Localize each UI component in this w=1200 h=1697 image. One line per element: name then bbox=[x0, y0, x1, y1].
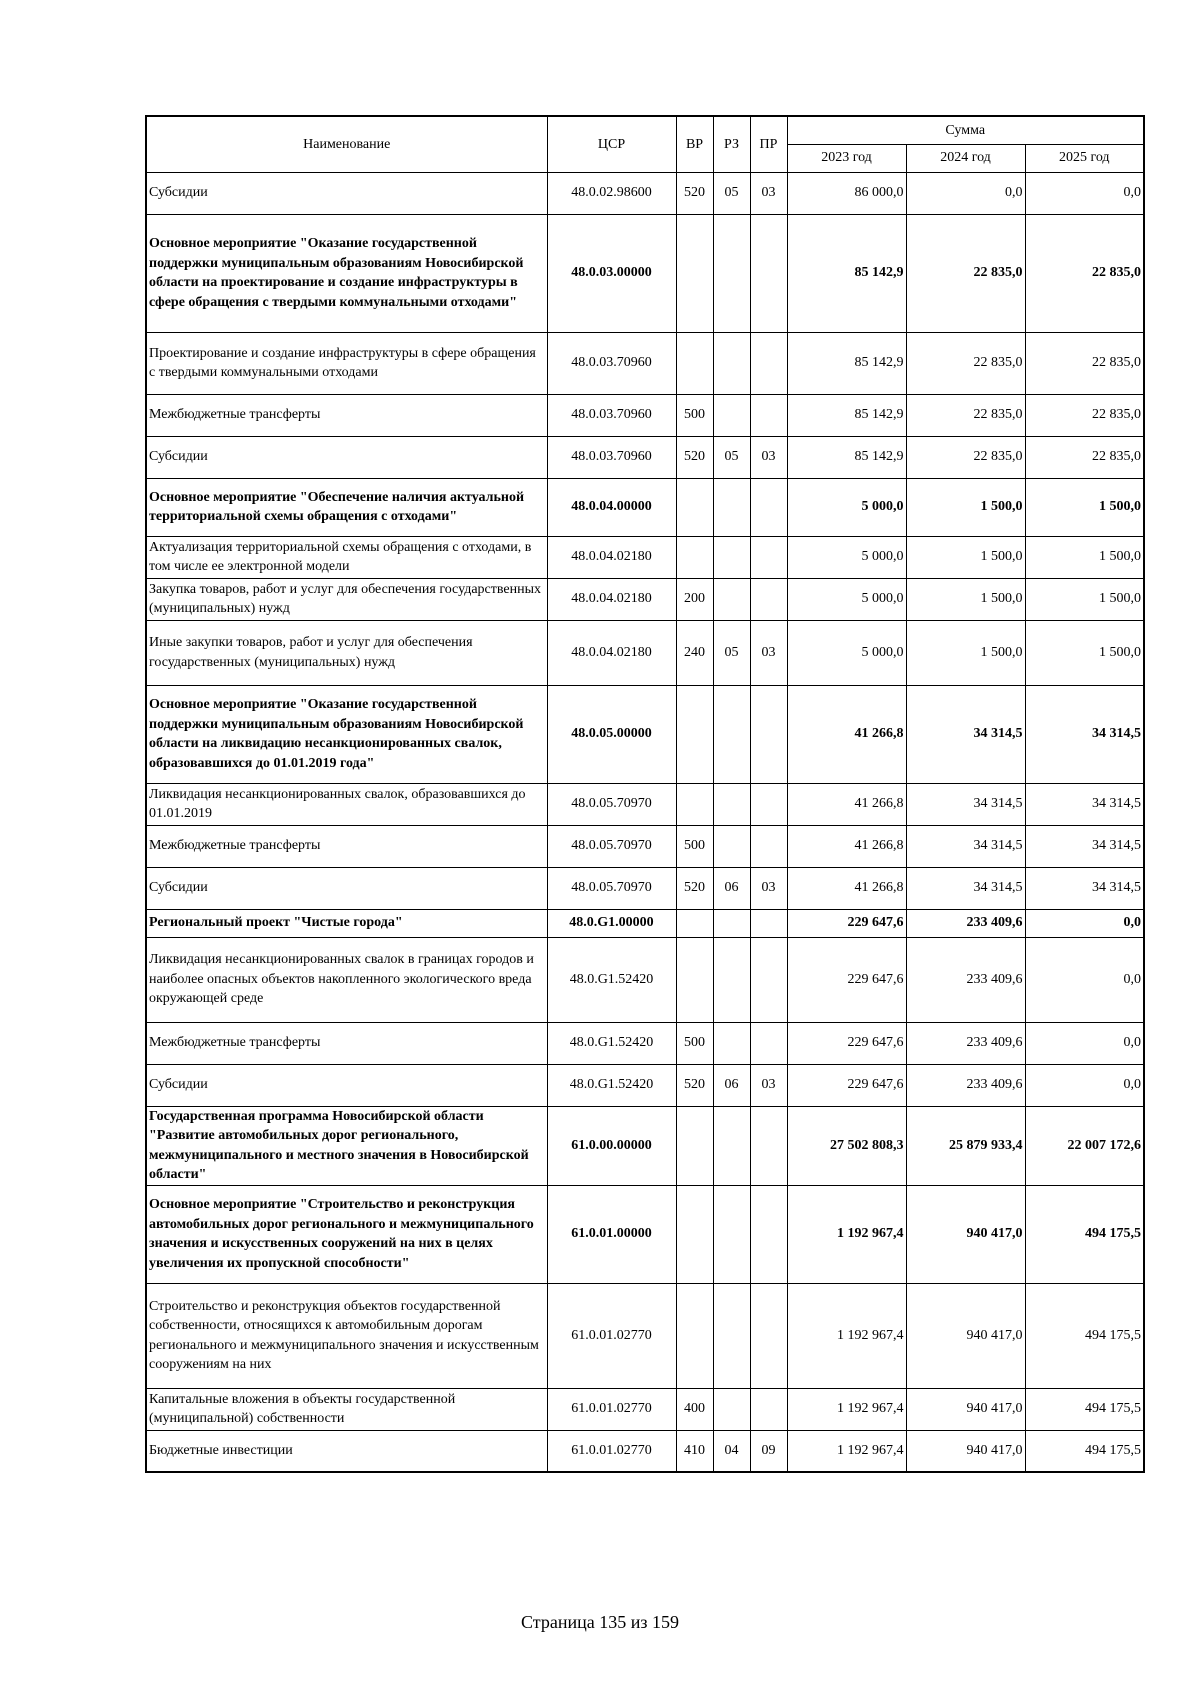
table-row bbox=[146, 867, 1144, 909]
cell-name: Межбюджетные трансферты bbox=[146, 1022, 547, 1064]
table-row bbox=[146, 536, 1144, 578]
cell-rz bbox=[713, 536, 750, 578]
cell-name: Строительство и реконструкция объектов государственной собственности, относящихся к автомобильным дорогам регионального и межмуниципального значения и искусственным сооружениям на них bbox=[146, 1283, 547, 1388]
cell-name: Межбюджетные трансферты bbox=[146, 394, 547, 436]
cell-name: Межбюджетные трансферты bbox=[146, 825, 547, 867]
cell-csr: 48.0.05.70970 bbox=[547, 867, 676, 909]
budget-table bbox=[145, 115, 1145, 1473]
cell-2024: 1 500,0 bbox=[906, 578, 1025, 620]
cell-csr: 48.0.05.00000 bbox=[547, 685, 676, 783]
cell-vr: 520 bbox=[676, 436, 713, 478]
cell-name: Основное мероприятие "Оказание государственной поддержки муниципальным образованиям Новосибирской области на проектирование и создание инфраструктуры в сфере обращения с твердыми коммунальными отходами" bbox=[146, 214, 547, 332]
cell-name: Проектирование и создание инфраструктуры в сфере обращения с твердыми коммунальными отходами bbox=[146, 332, 547, 394]
cell-name: Государственная программа Новосибирской области "Развитие автомобильных дорог регионального, межмуниципального и местного значения в Новосибирской области" bbox=[146, 1106, 547, 1185]
cell-name: Основное мероприятие "Строительство и реконструкция автомобильных дорог регионального и межмуниципального значения и искусственных сооружений на них в целях увеличения их пропускной способности" bbox=[146, 1185, 547, 1283]
table-row bbox=[146, 909, 1144, 937]
cell-name: Субсидии bbox=[146, 172, 547, 214]
cell-vr bbox=[676, 685, 713, 783]
cell-2025: 0,0 bbox=[1025, 909, 1144, 937]
cell-rz bbox=[713, 478, 750, 536]
cell-2025: 494 175,5 bbox=[1025, 1185, 1144, 1283]
cell-name: Бюджетные инвестиции bbox=[146, 1430, 547, 1472]
cell-pr bbox=[750, 1185, 787, 1283]
table-row bbox=[146, 825, 1144, 867]
cell-name: Актуализация территориальной схемы обращения с отходами, в том числе ее электронной модели bbox=[146, 536, 547, 578]
cell-2023: 1 192 967,4 bbox=[787, 1283, 906, 1388]
cell-name: Основное мероприятие "Обеспечение наличия актуальной территориальной схемы обращения с отходами" bbox=[146, 478, 547, 536]
cell-pr bbox=[750, 937, 787, 1022]
cell-vr: 400 bbox=[676, 1388, 713, 1430]
cell-vr bbox=[676, 1106, 713, 1185]
cell-2024: 940 417,0 bbox=[906, 1283, 1025, 1388]
cell-csr: 48.0.G1.52420 bbox=[547, 937, 676, 1022]
cell-2024: 22 835,0 bbox=[906, 394, 1025, 436]
cell-2023: 27 502 808,3 bbox=[787, 1106, 906, 1185]
page-number: Страница 135 из 159 bbox=[521, 1612, 679, 1632]
cell-vr: 200 bbox=[676, 578, 713, 620]
cell-csr: 61.0.01.02770 bbox=[547, 1430, 676, 1472]
cell-2025: 22 835,0 bbox=[1025, 436, 1144, 478]
table-row bbox=[146, 1185, 1144, 1283]
cell-rz bbox=[713, 394, 750, 436]
cell-2025: 34 314,5 bbox=[1025, 685, 1144, 783]
cell-vr: 500 bbox=[676, 394, 713, 436]
cell-name: Основное мероприятие "Оказание государственной поддержки муниципальным образованиям Новосибирской области на ликвидацию несанкционированных свалок, образовавшихся до 01.01.2019 года" bbox=[146, 685, 547, 783]
header-vr: ВР bbox=[676, 116, 713, 172]
header-rz: РЗ bbox=[713, 116, 750, 172]
cell-2025: 494 175,5 bbox=[1025, 1388, 1144, 1430]
cell-pr: 03 bbox=[750, 867, 787, 909]
table-row bbox=[146, 685, 1144, 783]
cell-2023: 85 142,9 bbox=[787, 214, 906, 332]
cell-name: Региональный проект "Чистые города" bbox=[146, 909, 547, 937]
cell-pr bbox=[750, 685, 787, 783]
cell-vr bbox=[676, 937, 713, 1022]
table-row bbox=[146, 436, 1144, 478]
cell-pr bbox=[750, 1283, 787, 1388]
cell-csr: 48.0.04.02180 bbox=[547, 536, 676, 578]
cell-name: Субсидии bbox=[146, 867, 547, 909]
cell-pr: 03 bbox=[750, 172, 787, 214]
cell-vr bbox=[676, 536, 713, 578]
cell-name: Субсидии bbox=[146, 1064, 547, 1106]
cell-2023: 5 000,0 bbox=[787, 620, 906, 685]
cell-csr: 48.0.03.70960 bbox=[547, 394, 676, 436]
cell-pr: 03 bbox=[750, 1064, 787, 1106]
cell-pr bbox=[750, 332, 787, 394]
cell-pr bbox=[750, 394, 787, 436]
cell-csr: 48.0.G1.00000 bbox=[547, 909, 676, 937]
cell-csr: 48.0.G1.52420 bbox=[547, 1022, 676, 1064]
table-row bbox=[146, 478, 1144, 536]
cell-csr: 48.0.04.02180 bbox=[547, 578, 676, 620]
cell-2025: 1 500,0 bbox=[1025, 536, 1144, 578]
cell-2025: 1 500,0 bbox=[1025, 620, 1144, 685]
cell-2024: 1 500,0 bbox=[906, 620, 1025, 685]
cell-2023: 5 000,0 bbox=[787, 578, 906, 620]
cell-pr bbox=[750, 578, 787, 620]
cell-vr: 500 bbox=[676, 1022, 713, 1064]
cell-2023: 1 192 967,4 bbox=[787, 1430, 906, 1472]
cell-2023: 41 266,8 bbox=[787, 685, 906, 783]
cell-vr bbox=[676, 783, 713, 825]
cell-vr bbox=[676, 478, 713, 536]
cell-rz: 05 bbox=[713, 436, 750, 478]
cell-pr bbox=[750, 783, 787, 825]
cell-name: Ликвидация несанкционированных свалок, образовавшихся до 01.01.2019 bbox=[146, 783, 547, 825]
cell-2025: 494 175,5 bbox=[1025, 1430, 1144, 1472]
cell-vr: 500 bbox=[676, 825, 713, 867]
cell-2023: 41 266,8 bbox=[787, 825, 906, 867]
cell-rz bbox=[713, 1388, 750, 1430]
cell-csr: 48.0.05.70970 bbox=[547, 825, 676, 867]
table-row bbox=[146, 1430, 1144, 1472]
cell-2024: 22 835,0 bbox=[906, 436, 1025, 478]
header-2023: 2023 год bbox=[787, 144, 906, 172]
cell-rz bbox=[713, 1022, 750, 1064]
cell-2024: 233 409,6 bbox=[906, 1064, 1025, 1106]
header-sum: Сумма bbox=[787, 116, 1144, 144]
cell-2025: 34 314,5 bbox=[1025, 867, 1144, 909]
cell-vr bbox=[676, 909, 713, 937]
cell-name: Закупка товаров, работ и услуг для обеспечения государственных (муниципальных) нужд bbox=[146, 578, 547, 620]
cell-pr bbox=[750, 214, 787, 332]
cell-2023: 41 266,8 bbox=[787, 783, 906, 825]
cell-2024: 1 500,0 bbox=[906, 478, 1025, 536]
cell-vr: 410 bbox=[676, 1430, 713, 1472]
cell-2023: 229 647,6 bbox=[787, 909, 906, 937]
cell-csr: 61.0.01.00000 bbox=[547, 1185, 676, 1283]
cell-name: Ликвидация несанкционированных свалок в границах городов и наиболее опасных объектов накопленного экологического вреда окружающей среде bbox=[146, 937, 547, 1022]
table-row bbox=[146, 783, 1144, 825]
cell-pr: 03 bbox=[750, 620, 787, 685]
cell-rz: 06 bbox=[713, 867, 750, 909]
table-row bbox=[146, 214, 1144, 332]
cell-rz: 06 bbox=[713, 1064, 750, 1106]
cell-name: Субсидии bbox=[146, 436, 547, 478]
cell-2025: 22 007 172,6 bbox=[1025, 1106, 1144, 1185]
cell-2023: 229 647,6 bbox=[787, 1064, 906, 1106]
cell-vr: 520 bbox=[676, 867, 713, 909]
cell-2025: 0,0 bbox=[1025, 1022, 1144, 1064]
cell-2024: 940 417,0 bbox=[906, 1388, 1025, 1430]
cell-vr: 520 bbox=[676, 1064, 713, 1106]
cell-2024: 22 835,0 bbox=[906, 332, 1025, 394]
table-row bbox=[146, 1283, 1144, 1388]
cell-2024: 233 409,6 bbox=[906, 937, 1025, 1022]
header-2025: 2025 год bbox=[1025, 144, 1144, 172]
cell-rz bbox=[713, 1106, 750, 1185]
cell-2024: 34 314,5 bbox=[906, 867, 1025, 909]
header-csr: ЦСР bbox=[547, 116, 676, 172]
cell-2024: 940 417,0 bbox=[906, 1185, 1025, 1283]
cell-2023: 85 142,9 bbox=[787, 394, 906, 436]
cell-vr bbox=[676, 1283, 713, 1388]
cell-2024: 34 314,5 bbox=[906, 783, 1025, 825]
cell-2025: 0,0 bbox=[1025, 172, 1144, 214]
cell-csr: 48.0.04.02180 bbox=[547, 620, 676, 685]
cell-2024: 34 314,5 bbox=[906, 685, 1025, 783]
table-row bbox=[146, 1388, 1144, 1430]
cell-vr bbox=[676, 1185, 713, 1283]
cell-2025: 34 314,5 bbox=[1025, 783, 1144, 825]
cell-rz: 05 bbox=[713, 620, 750, 685]
cell-rz: 04 bbox=[713, 1430, 750, 1472]
cell-csr: 48.0.03.00000 bbox=[547, 214, 676, 332]
cell-2023: 5 000,0 bbox=[787, 536, 906, 578]
cell-2023: 229 647,6 bbox=[787, 937, 906, 1022]
cell-pr bbox=[750, 536, 787, 578]
cell-2025: 494 175,5 bbox=[1025, 1283, 1144, 1388]
cell-rz bbox=[713, 685, 750, 783]
cell-rz bbox=[713, 937, 750, 1022]
cell-2025: 22 835,0 bbox=[1025, 332, 1144, 394]
table-row bbox=[146, 578, 1144, 620]
cell-csr: 48.0.03.70960 bbox=[547, 436, 676, 478]
cell-rz bbox=[713, 578, 750, 620]
cell-vr: 520 bbox=[676, 172, 713, 214]
cell-csr: 48.0.G1.52420 bbox=[547, 1064, 676, 1106]
cell-rz bbox=[713, 214, 750, 332]
cell-2024: 0,0 bbox=[906, 172, 1025, 214]
cell-2025: 22 835,0 bbox=[1025, 214, 1144, 332]
cell-vr bbox=[676, 214, 713, 332]
cell-rz bbox=[713, 1185, 750, 1283]
cell-pr bbox=[750, 478, 787, 536]
cell-2025: 22 835,0 bbox=[1025, 394, 1144, 436]
header-2024: 2024 год bbox=[906, 144, 1025, 172]
cell-csr: 48.0.04.00000 bbox=[547, 478, 676, 536]
cell-csr: 48.0.05.70970 bbox=[547, 783, 676, 825]
cell-2023: 85 142,9 bbox=[787, 436, 906, 478]
cell-2023: 229 647,6 bbox=[787, 1022, 906, 1064]
table-row bbox=[146, 620, 1144, 685]
cell-2024: 233 409,6 bbox=[906, 909, 1025, 937]
table-body bbox=[146, 172, 1144, 1472]
cell-csr: 48.0.03.70960 bbox=[547, 332, 676, 394]
cell-2023: 5 000,0 bbox=[787, 478, 906, 536]
cell-rz bbox=[713, 1283, 750, 1388]
cell-rz bbox=[713, 825, 750, 867]
cell-vr: 240 bbox=[676, 620, 713, 685]
cell-2024: 940 417,0 bbox=[906, 1430, 1025, 1472]
cell-name: Капитальные вложения в объекты государственной (муниципальной) собственности bbox=[146, 1388, 547, 1430]
cell-pr bbox=[750, 1106, 787, 1185]
table-row bbox=[146, 332, 1144, 394]
table-row bbox=[146, 394, 1144, 436]
cell-csr: 61.0.00.00000 bbox=[547, 1106, 676, 1185]
cell-2025: 0,0 bbox=[1025, 1064, 1144, 1106]
header-name: Наименование bbox=[146, 116, 547, 172]
cell-2023: 86 000,0 bbox=[787, 172, 906, 214]
cell-csr: 48.0.02.98600 bbox=[547, 172, 676, 214]
cell-rz: 05 bbox=[713, 172, 750, 214]
table-row bbox=[146, 1106, 1144, 1185]
header-pr: ПР bbox=[750, 116, 787, 172]
cell-2025: 1 500,0 bbox=[1025, 578, 1144, 620]
cell-pr: 09 bbox=[750, 1430, 787, 1472]
cell-vr bbox=[676, 332, 713, 394]
cell-2025: 1 500,0 bbox=[1025, 478, 1144, 536]
table-row bbox=[146, 1022, 1144, 1064]
cell-pr bbox=[750, 1388, 787, 1430]
cell-2023: 41 266,8 bbox=[787, 867, 906, 909]
cell-pr bbox=[750, 825, 787, 867]
cell-2023: 1 192 967,4 bbox=[787, 1185, 906, 1283]
cell-2025: 0,0 bbox=[1025, 937, 1144, 1022]
cell-csr: 61.0.01.02770 bbox=[547, 1388, 676, 1430]
cell-rz bbox=[713, 332, 750, 394]
cell-2024: 25 879 933,4 bbox=[906, 1106, 1025, 1185]
cell-csr: 61.0.01.02770 bbox=[547, 1283, 676, 1388]
cell-rz bbox=[713, 783, 750, 825]
cell-name: Иные закупки товаров, работ и услуг для обеспечения государственных (муниципальных) нужд bbox=[146, 620, 547, 685]
cell-2024: 1 500,0 bbox=[906, 536, 1025, 578]
cell-2024: 34 314,5 bbox=[906, 825, 1025, 867]
cell-rz bbox=[713, 909, 750, 937]
cell-2023: 85 142,9 bbox=[787, 332, 906, 394]
table-row bbox=[146, 937, 1144, 1022]
cell-pr bbox=[750, 1022, 787, 1064]
cell-2024: 233 409,6 bbox=[906, 1022, 1025, 1064]
cell-2023: 1 192 967,4 bbox=[787, 1388, 906, 1430]
cell-2025: 34 314,5 bbox=[1025, 825, 1144, 867]
cell-2024: 22 835,0 bbox=[906, 214, 1025, 332]
table-row bbox=[146, 172, 1144, 214]
cell-pr: 03 bbox=[750, 436, 787, 478]
table-row bbox=[146, 1064, 1144, 1106]
cell-pr bbox=[750, 909, 787, 937]
